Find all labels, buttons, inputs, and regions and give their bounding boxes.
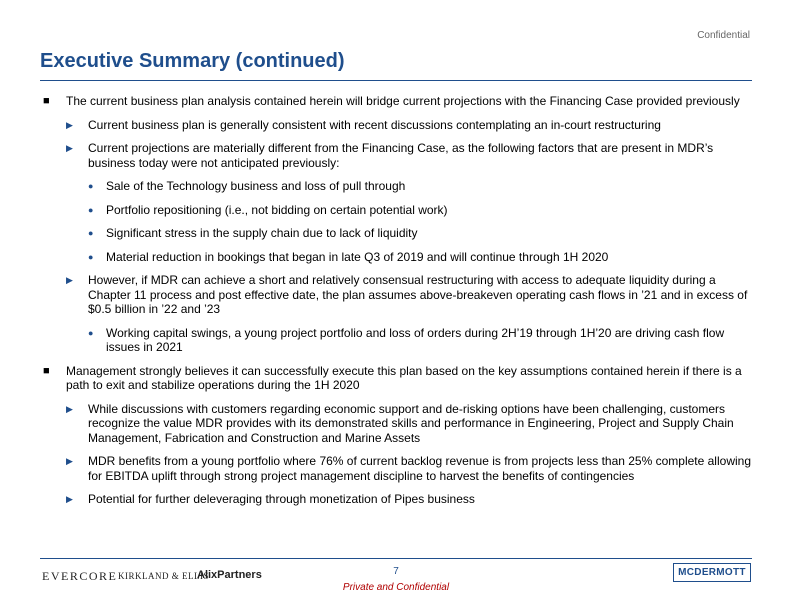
confidential-label: Confidential [697, 30, 750, 41]
bullet-2-1 [40, 402, 752, 446]
bullet-1-3-1 [40, 326, 752, 355]
mcdermott-logo: MCDERMOTT [673, 563, 751, 582]
bullet-1-2-2 [40, 203, 752, 218]
page-title: Executive Summary (continued) [40, 50, 345, 72]
square-bullet-icon: ■ [43, 95, 50, 107]
bullet-1-2 [40, 141, 752, 170]
triangle-bullet-icon: ▶ [66, 119, 73, 130]
dot-bullet-icon: ● [88, 181, 94, 191]
dot-bullet-icon: ● [88, 327, 94, 338]
bullet-1-3 [40, 273, 752, 317]
bullet-1-1 [40, 118, 752, 133]
page-number: 7 [393, 566, 399, 577]
bullet-2-2 [40, 454, 752, 483]
triangle-bullet-icon: ▶ [66, 456, 73, 466]
bullet-2 [40, 364, 752, 393]
kirkland-logo: KIRKLAND & ELLIS [118, 571, 209, 581]
bullet-text: Management strongly believes it can successfully execute this plan based on the key assumptions contained herein if there is a path to exit and stabilize operations during the 1H 2020 [66, 363, 742, 392]
bullet-text: Sale of the Technology business and loss of pull through [106, 179, 406, 193]
alixpartners-logo: AlixPartners [197, 569, 262, 581]
triangle-bullet-icon: ▶ [66, 494, 73, 504]
title-rule [40, 80, 752, 81]
bullet-text: The current business plan analysis contained herein will bridge current projections with the Financing Case provided previously [66, 94, 740, 108]
bullet-text: Portfolio repositioning (i.e., not bidding on certain potential work) [106, 202, 448, 217]
private-confidential-label: Private and Confidential [342, 582, 450, 593]
bullet-1-2-4 [40, 250, 752, 265]
bullet-text: Material reduction in bookings that began in late Q3 of 2019 and will continue through 1H 2020 [106, 249, 609, 264]
bullet-text: Working capital swings, a young project portfolio and loss of orders during 2H’19 through 1H’20 are driving cash flow issues in 2021 [106, 325, 725, 354]
bullet-2-3 [40, 492, 752, 507]
dot-bullet-icon: ● [88, 204, 94, 215]
evercore-logo: EVERCORE [42, 569, 118, 583]
body-content [40, 94, 752, 516]
bullet-text: However, if MDR can achieve a short and relatively consensual restructuring with access to adequate liquidity during a Chapter 11 process and post effective date, the plan assumes above-breakeven operating cash flows in ’21 and in excess of $0.5 billion in ’22 and ’23 [88, 273, 748, 316]
bullet-text: Current business plan is generally consistent with recent discussions contemplating an in-court restructuring [88, 117, 661, 132]
dot-bullet-icon: ● [88, 228, 94, 238]
bullet-text: Significant stress in the supply chain due to lack of liquidity [106, 226, 418, 240]
bullet-1-2-1 [40, 179, 752, 194]
bullet-text: While discussions with customers regarding economic support and de-risking options have been challenging, customers recognize the value MDR provides with its demonstrated skills and performance in Engineering, Project and Supply Chain Management, Fabrication and Construction and Marine Assets [88, 401, 734, 445]
bullet-text: MDR benefits from a young portfolio where 76% of current backlog revenue is from projects less than 25% complete allowing for EBITDA uplift through strong project management discipline to harvest the benefits of contingencies [88, 454, 751, 483]
bullet-1 [40, 94, 752, 109]
triangle-bullet-icon: ▶ [66, 403, 73, 414]
bullet-1-2-3 [40, 226, 752, 241]
bullet-text: Potential for further deleveraging through monetization of Pipes business [88, 492, 475, 506]
footer-rule [40, 558, 752, 559]
triangle-bullet-icon: ▶ [66, 275, 73, 285]
dot-bullet-icon: ● [88, 251, 94, 262]
bullet-text: Current projections are materially different from the Financing Case, as the following factors that are present in MDR’s business today were not anticipated previously: [88, 141, 714, 170]
triangle-bullet-icon: ▶ [66, 143, 73, 153]
square-bullet-icon: ■ [43, 364, 50, 377]
